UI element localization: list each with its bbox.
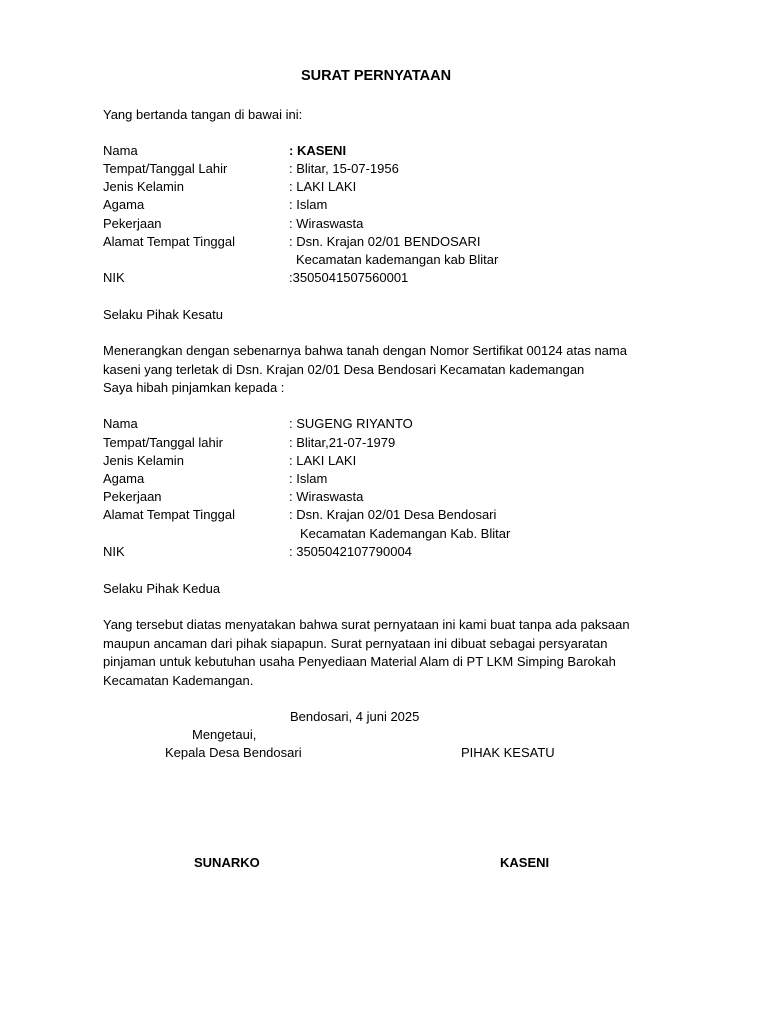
field-value: : Dsn. Krajan 02/01 Desa Bendosari <box>289 507 497 522</box>
closing-paragraph <box>103 616 643 690</box>
field-value: : Wiraswasta <box>289 489 364 504</box>
mengetahui-label: Mengetaui, <box>192 727 257 742</box>
field-label: Nama <box>103 416 138 431</box>
first-party-name: KASENI <box>500 855 550 870</box>
field-value: : Wiraswasta <box>289 216 364 231</box>
statement-line: kaseni yang terletak di Dsn. Krajan 02/01 Desa Bendosari Kecamatan kademangan <box>103 361 585 377</box>
intro-text: Yang bertanda tangan di bawai ini: <box>103 107 303 122</box>
document-title: SURAT PERNYATAAN <box>300 68 452 84</box>
field-value: : Blitar, 15-07-1956 <box>289 161 399 176</box>
statement-line: Saya hibah pinjamkan kepada : <box>103 380 285 395</box>
field-label: Alamat Tempat Tinggal <box>103 507 235 522</box>
closing-line: Kecamatan Kademangan. <box>103 672 254 688</box>
field-label: Jenis Kelamin <box>103 179 184 194</box>
field-value: : 3505042107790004 <box>289 544 412 559</box>
first-party-title: PIHAK KESATU <box>461 745 555 760</box>
party2-role: Selaku Pihak Kedua <box>103 581 221 596</box>
party2-address-continuation: Kecamatan Kademangan Kab. Blitar <box>300 526 511 541</box>
field-value: : Blitar,21-07-1979 <box>289 435 396 450</box>
field-label: Jenis Kelamin <box>103 453 184 468</box>
statement-paragraph <box>103 342 643 398</box>
field-value: : Islam <box>289 197 328 212</box>
place-date: Bendosari, 4 juni 2025 <box>290 709 420 724</box>
field-value: : LAKI LAKI <box>289 453 357 468</box>
field-value: : Dsn. Krajan 02/01 BENDOSARI <box>289 234 481 249</box>
field-value: : KASENI <box>289 143 347 158</box>
closing-line: Yang tersebut diatas menyatakan bahwa surat pernyataan ini kami buat tanpa ada paksaan <box>103 617 630 632</box>
field-label: Pekerjaan <box>103 489 162 504</box>
closing-line: pinjaman untuk kebutuhan usaha Penyediaan Material Alam di PT LKM Simping Barokah <box>103 654 616 669</box>
field-label: Alamat Tempat Tinggal <box>103 234 235 249</box>
statement-line: Menerangkan dengan sebenarnya bahwa tanah dengan Nomor Sertifikat 00124 atas nama <box>103 343 627 358</box>
village-head-name: SUNARKO <box>194 855 260 870</box>
field-label: NIK <box>103 544 125 559</box>
field-label: Agama <box>103 197 145 212</box>
field-label: Tempat/Tanggal Lahir <box>103 161 228 176</box>
field-label: Agama <box>103 471 145 486</box>
field-value: : LAKI LAKI <box>289 179 357 194</box>
village-head-title: Kepala Desa Bendosari <box>165 745 302 760</box>
field-value: : Islam <box>289 471 328 486</box>
closing-line: maupun ancaman dari pihak siapapun. Surat pernyataan ini dibuat sebagai persyaratan <box>103 635 608 651</box>
field-value: : SUGENG RIYANTO <box>289 416 413 431</box>
field-label: Tempat/Tanggal lahir <box>103 435 223 450</box>
field-label: Pekerjaan <box>103 216 162 231</box>
field-label: Nama <box>103 143 138 158</box>
field-label: NIK <box>103 270 125 285</box>
party1-role: Selaku Pihak Kesatu <box>103 307 223 322</box>
party1-address-continuation: Kecamatan kademangan kab Blitar <box>296 252 499 267</box>
field-value: :3505041507560001 <box>289 270 409 285</box>
